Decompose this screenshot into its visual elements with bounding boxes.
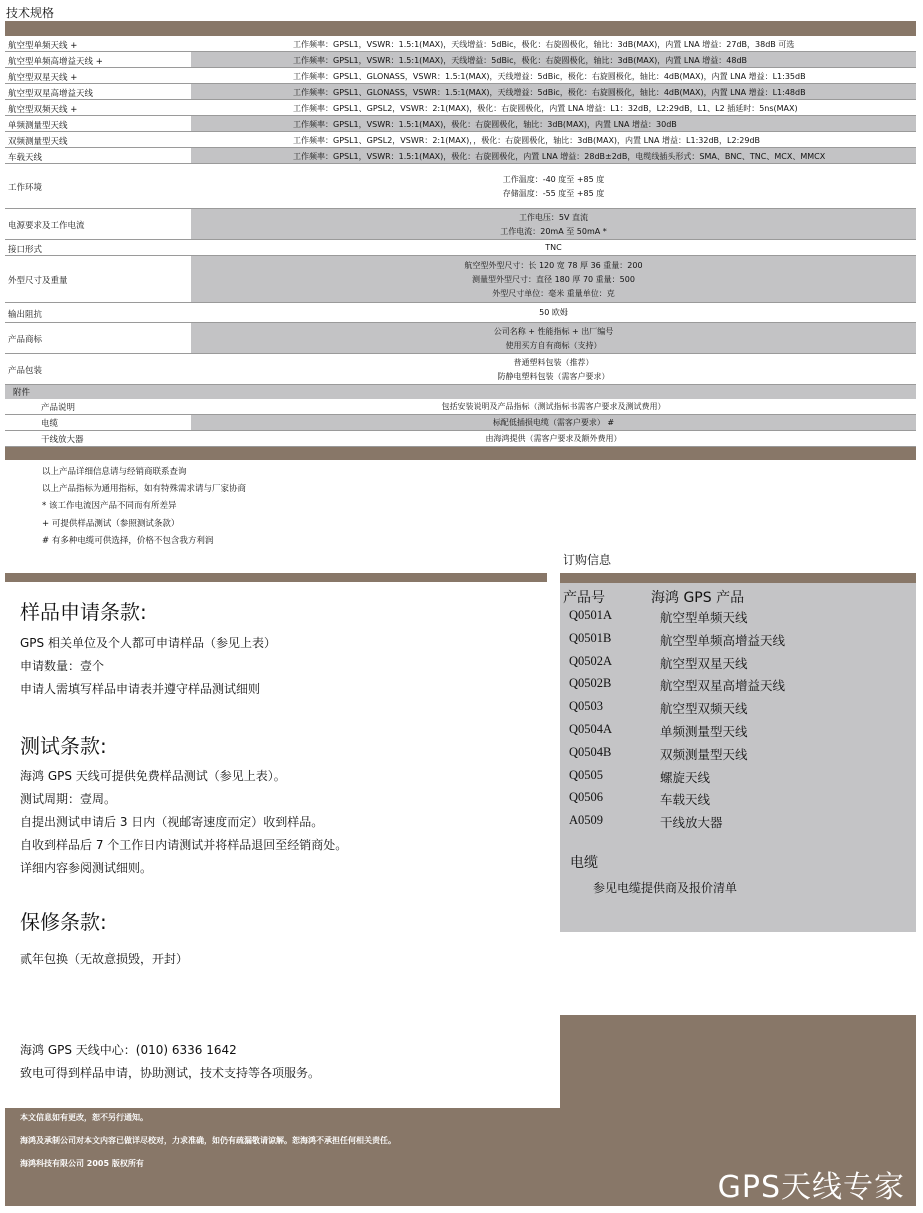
- spec-value: TNC: [545, 243, 562, 252]
- order-head-name: 海鸿 GPS 产品: [651, 590, 745, 606]
- spec-table: [5, 36, 916, 460]
- spec-value: 航空型外型尺寸：长 120 宽 78 厚 36 重量：200: [464, 260, 643, 270]
- spec-value: 工作频率：GPSL1，VSWR：1.5:1(MAX)，天线增益：5dBic，极化：右旋圆极化，轴比：3dB(MAX)，内置 LNA 增益：48dB: [293, 56, 748, 65]
- spec-row: [5, 84, 916, 100]
- spec-row: [5, 132, 916, 148]
- spec-row: [5, 323, 916, 354]
- warranty-title: 保修条款:: [20, 910, 107, 934]
- order-item-name: 单频测量型天线: [660, 724, 748, 739]
- spec-label: 航空型单频高增益天线 +: [8, 56, 103, 67]
- order-item-code: Q0505: [569, 767, 604, 782]
- order-item-code: Q0502A: [569, 653, 613, 668]
- attachment-row: [5, 399, 916, 415]
- spec-value: 50 欧姆: [539, 308, 568, 317]
- spec-value: 工作频率：GPSL1，VSWR：1.5:1(MAX)，极化：右旋圆极化，轴比：3dB(MAX)，内置 LNA 增益：30dB: [293, 120, 677, 129]
- spec-value: 工作频率：GPSL1、GPSL2，VSWR：2:1(MAX)，极化：右旋圆极化，内置 LNA 增益：L1：32dB，L2:29dB，L1、L2 插延时：5ns(MAX): [293, 104, 798, 113]
- brand-slogan: GPS天线专家: [717, 1170, 905, 1205]
- footer-block-right: [560, 1015, 916, 1108]
- spec-row: [5, 354, 916, 385]
- spec-row: [5, 116, 916, 132]
- spec-row: [5, 164, 916, 209]
- warranty-line: 贰年包换（无故意损毁，开封）: [20, 952, 189, 966]
- spec-row: [5, 148, 916, 164]
- order-item-name: 航空型单频天线: [660, 610, 748, 625]
- sample-line: 申请人需填写样品申请表并遵守样品测试细则: [20, 682, 261, 696]
- note-line: * 该工作电流因产品不同而有所差异: [42, 501, 177, 512]
- footer-line-3: 海鸿科技有限公司 2005 版权所有: [20, 1159, 144, 1168]
- spec-row: [5, 52, 916, 68]
- spec-label: 航空型双频天线 +: [8, 104, 78, 115]
- test-line: 自提出测试申请后 3 日内（视邮寄速度而定）收到样品。: [20, 815, 324, 829]
- attachment-row: [5, 415, 916, 431]
- cable-text: 参见电缆提供商及报价清单: [593, 881, 738, 895]
- spec-label: 航空型双星天线 +: [8, 72, 78, 83]
- order-item-code: Q0506: [569, 790, 604, 805]
- note-line: + 可提供样品测试（参照测试条款）: [42, 518, 180, 529]
- attachment-label: 干线放大器: [41, 435, 84, 445]
- order-item-name: 航空型双星高增益天线: [660, 678, 786, 694]
- contact-line: 海鸿 GPS 天线中心：(010) 6336 1642: [20, 1043, 237, 1057]
- spec-value: 存储温度：-55 度至 +85 度: [502, 188, 605, 198]
- attachment-row: [5, 431, 916, 447]
- spec-label: 单频测量型天线: [8, 120, 68, 131]
- spec-row: [5, 100, 916, 116]
- test-line: 测试周期：壹周。: [20, 792, 117, 806]
- spec-value: 工作电流：20mA 至 50mA *: [500, 226, 607, 236]
- order-item-name: 航空型双星天线: [660, 655, 748, 671]
- right-divider-bar: [560, 573, 916, 583]
- order-item-code: Q0504A: [569, 722, 613, 736]
- attachments-header: [5, 385, 916, 399]
- spec-value: 工作频率：GPSL1，VSWR：1.5:1(MAX)，极化：右旋圆极化，内置 LNA 增益：28dB±2dB，电缆线插头形式：SMA、BNC、TNC、MCX、MMCX: [293, 152, 826, 161]
- test-title: 测试条款:: [20, 734, 107, 758]
- test-line: 详细内容参阅测试细则。: [20, 861, 153, 875]
- attachment-value: 由海鸿提供（需客户要求及额外费用）: [485, 434, 622, 443]
- spec-value: 外型尺寸单位：毫米 重量单位：克: [492, 288, 615, 298]
- spec-value: 工作温度：-40 度至 +85 度: [502, 174, 605, 184]
- attachment-label: 产品说明: [41, 403, 76, 413]
- spec-row: [5, 303, 916, 323]
- spec-value: 普通塑料包装（推荐）: [513, 357, 594, 367]
- test-line: 海鸿 GPS 天线可提供免费样品测试（参见上表）。: [20, 769, 286, 783]
- spec-label: 产品包装: [8, 366, 43, 376]
- order-title: 订购信息: [563, 553, 612, 567]
- spec-value: 公司名称 + 性能指标 + 出厂编号: [493, 326, 614, 336]
- note-line: # 有多种电缆可供选择，价格不包含我方利润: [42, 535, 214, 546]
- spec-value: 工作频率：GPSL1、GLONASS，VSWR：1.5:1(MAX)，天线增益：5dBic，极化：右旋圆极化，轴比：4dB(MAX)，内置 LNA 增益：L1:48dB: [293, 88, 806, 97]
- spec-label: 车载天线: [8, 152, 43, 163]
- order-item-code: A0509: [569, 813, 604, 828]
- order-item-name: 干线放大器: [660, 815, 723, 831]
- order-item-name: 双频测量型天线: [660, 746, 748, 762]
- spec-label: 外型尺寸及重量: [8, 276, 68, 286]
- sample-line: GPS 相关单位及个人都可申请样品（参见上表）: [20, 636, 276, 650]
- spec-value: 使用买方自有商标（支持）: [505, 340, 602, 350]
- spec-value: 工作频率：GPSL1、GPSL2，VSWR：2:1(MAX)，，极化：右旋圆极化，轴比：3dB(MAX)，内置 LNA 增益：L1:32dB，L2:29dB: [293, 136, 761, 145]
- contact-lines: [20, 1039, 320, 1085]
- order-item-code: Q0503: [569, 699, 604, 714]
- footer-line-2: 海鸿及承制公司对本文内容已做详尽校对，力求准确，如仍有疏漏敬请谅解。恕海鸿不承担任何相关责任。: [20, 1136, 396, 1145]
- test-line: 自收到样品后 7 个工作日内请测试并将样品退回至经销商处。: [20, 838, 348, 852]
- attachments-label: 附件: [13, 388, 31, 398]
- spec-row: [5, 240, 916, 256]
- sample-title: 样品申请条款:: [20, 600, 147, 624]
- contact-line: 致电可得到样品申请，协助测试，技术支持等各项服务。: [20, 1066, 321, 1080]
- spec-end-bar: [5, 447, 916, 460]
- footer-line-1: 本文信息如有更改，恕不另行通知。: [20, 1113, 148, 1122]
- order-item-name: 航空型单频高增益天线: [660, 632, 786, 648]
- note-line: 以上产品指标为通用指标，如有特殊需求请与厂家协商: [42, 484, 247, 495]
- warranty-lines: [20, 948, 188, 971]
- spec-value: 工作频率：GPSL1，VSWR：1.5:1(MAX)，天线增益：5dBic，极化：右旋圆极化，轴比：3dB(MAX)，内置 LNA 增益：27dB，38dB 可选: [293, 40, 795, 49]
- spec-value: 测量型外型尺寸：直径 180 厚 70 重量：500: [472, 274, 635, 284]
- page-title: 技术规格: [6, 6, 55, 20]
- header-bar: [5, 21, 916, 36]
- order-item-code: Q0502B: [569, 676, 612, 691]
- spec-value: 防静电塑料包装（需客户要求）: [497, 371, 610, 381]
- spec-row: [5, 209, 916, 240]
- note-line: 以上产品详细信息请与经销商联系查询: [42, 467, 187, 477]
- order-item-name: 航空型双频天线: [660, 701, 748, 717]
- sample-lines: [20, 632, 276, 701]
- test-lines: [20, 765, 347, 880]
- spec-row: [5, 256, 916, 303]
- order-item-code: Q0501B: [569, 630, 612, 645]
- spec-value: 工作频率：GPSL1、GLONASS，VSWR：1.5:1(MAX)，天线增益：5dBic，极化：右旋圆极化，轴比：4dB(MAX)，内置 LNA 增益：L1:35dB: [293, 72, 806, 81]
- order-box: [560, 583, 916, 932]
- spec-label: 输出阻抗: [8, 309, 43, 320]
- spec-label: 接口形式: [8, 244, 43, 255]
- spec-label: 工作环境: [8, 183, 43, 193]
- attachment-value: 标配低插损电缆（需客户要求） #: [492, 418, 615, 427]
- notes-list: [42, 464, 246, 550]
- cable-title: 电缆: [570, 855, 598, 871]
- spec-label: 航空型单频天线 +: [8, 40, 78, 51]
- attachment-label: 电缆: [41, 419, 59, 429]
- order-item-name: 螺旋天线: [660, 769, 711, 785]
- spec-value: 工作电压：5V 直流: [518, 212, 589, 222]
- order-head-code: 产品号: [563, 590, 605, 606]
- spec-label: 产品商标: [8, 335, 43, 345]
- sample-line: 申请数量：壹个: [20, 659, 105, 673]
- order-item-code: Q0501A: [569, 608, 613, 622]
- attachment-value: 包括安装说明及产品指标（测试指标书需客户要求及测试费用）: [441, 402, 666, 411]
- order-item-name: 车载天线: [660, 792, 711, 808]
- spec-row: [5, 68, 916, 84]
- spec-label: 航空型双星高增益天线: [8, 88, 94, 99]
- spec-label: 电源要求及工作电流: [8, 221, 85, 231]
- order-item-code: Q0504B: [569, 744, 612, 759]
- spec-row: [5, 36, 916, 52]
- left-divider-bar: [5, 573, 547, 582]
- spec-label: 双频测量型天线: [8, 136, 68, 147]
